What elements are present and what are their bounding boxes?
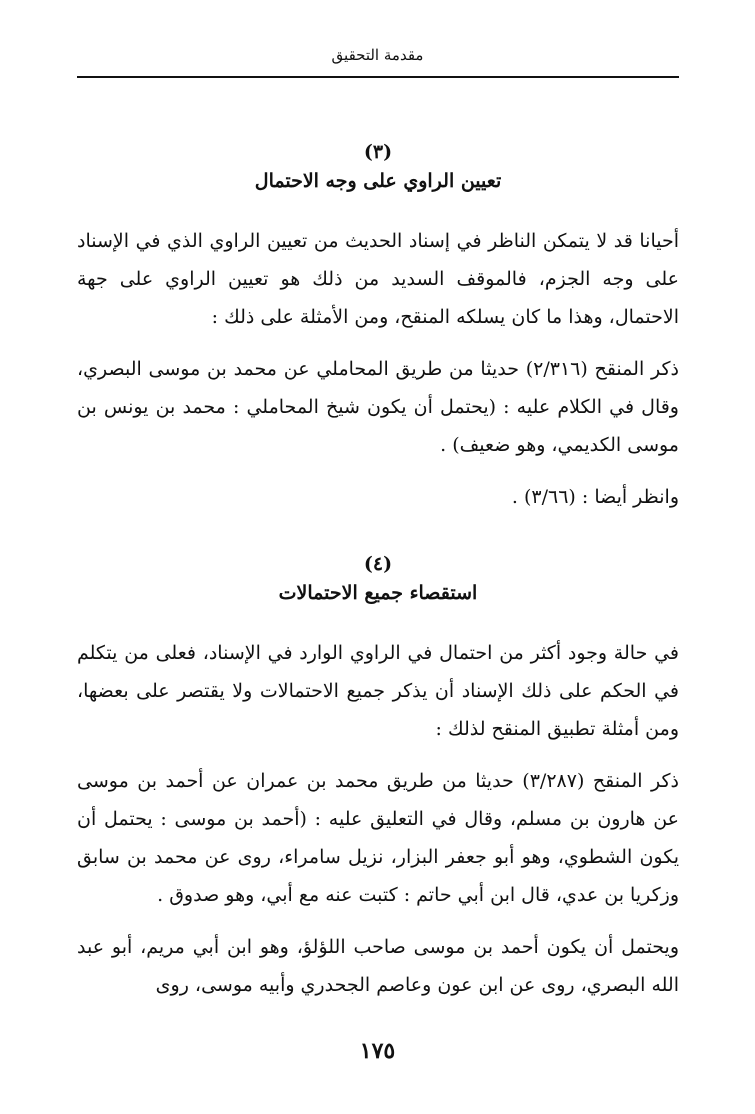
page-number: ١٧٥ bbox=[359, 1038, 396, 1064]
paragraph: ذكر المنقح (٢/٣١٦) حديثا من طريق المحاملي عن محمد بن موسى البصري، وقال في الكلام عليه : (يحتمل أن يكون شيخ المحاملي : محمد بن يونس بن موسى الكديمي، وهو ضعيف) . bbox=[77, 358, 679, 456]
section-number: (٣) bbox=[363, 141, 393, 163]
section-number: (٤) bbox=[363, 553, 393, 575]
running-header: مقدمة التحقيق bbox=[331, 46, 424, 64]
paragraph: أحيانا قد لا يتمكن الناظر في إسناد الحديث من تعيين الراوي الذي في الإسناد على وجه الجزم، فالموقف السديد من ذلك هو تعيين الراوي على جهة الاحتمال، وهذا ما كان يسلكه المنقح، ومن الأمثلة على ذلك : bbox=[77, 230, 679, 328]
section-3 bbox=[77, 138, 679, 516]
section-4 bbox=[77, 550, 679, 1004]
header-divider bbox=[77, 76, 679, 78]
paragraph: ويحتمل أن يكون أحمد بن موسى صاحب اللؤلؤ، وهو ابن أبي مريم، أبو عبد الله البصري، روى عن ابن عون وعاصم الجحدري وأبيه موسى، روى bbox=[77, 936, 679, 996]
section-heading: استقصاء جميع الاحتمالات bbox=[278, 582, 478, 604]
paragraph: في حالة وجود أكثر من احتمال في الراوي الوارد في الإسناد، فعلى من يتكلم في الحكم على ذلك الإسناد أن يذكر جميع الاحتمالات ولا يقتصر على بعضها، ومن أمثلة تطبيق المنقح لذلك : bbox=[77, 642, 679, 740]
paragraph: ذكر المنقح (٣/٢٨٧) حديثا من طريق محمد بن عمران عن أحمد بن موسى عن هارون بن مسلم، وقال في التعليق عليه : (أحمد بن موسى : يحتمل أن يكون الشطوي، وهو أبو جعفر البزار، نزيل سامراء، روى عن محمد بن سابق وزكريا بن عدي، قال ابن أبي حاتم : كتبت عنه مع أبي، وهو صدوق . bbox=[77, 770, 679, 906]
section-heading: تعيين الراوي على وجه الاحتمال bbox=[254, 170, 502, 192]
page-body bbox=[77, 138, 679, 1018]
section-spacer bbox=[77, 526, 679, 550]
paragraph: وانظر أيضا : (٣/٦٦) . bbox=[511, 486, 679, 508]
